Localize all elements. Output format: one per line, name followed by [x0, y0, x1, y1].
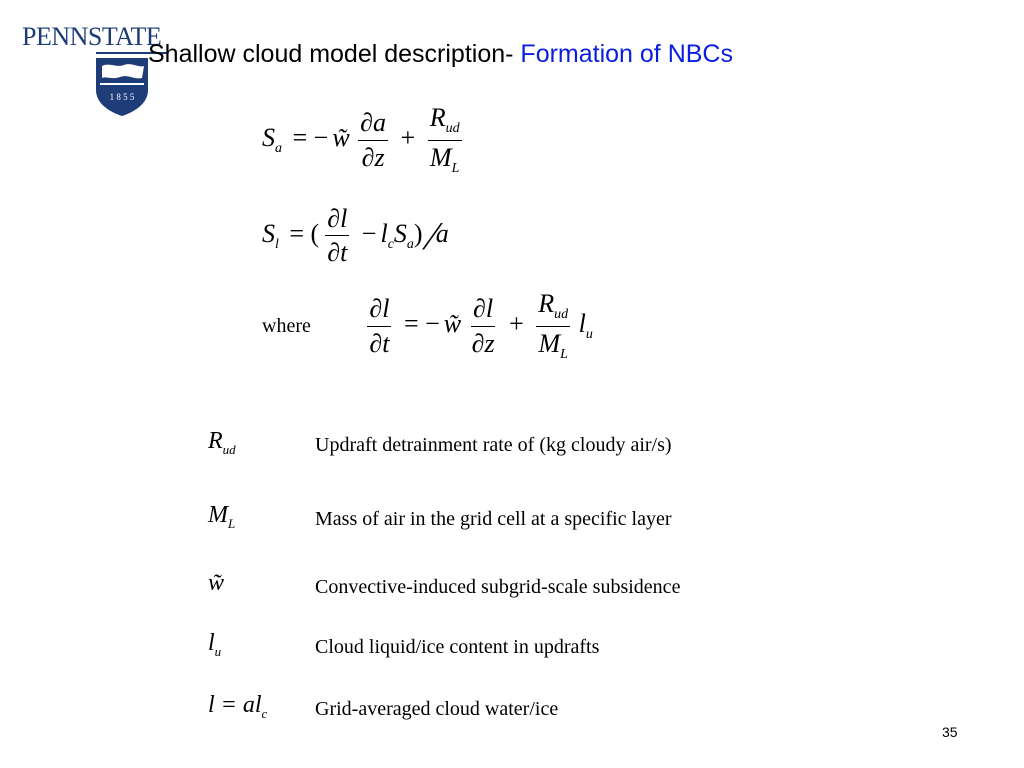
logo-wordmark: PENNSTATE	[22, 22, 162, 51]
definition-text: Grid-averaged cloud water/ice	[315, 698, 559, 720]
definition-row	[208, 502, 808, 546]
definition-row	[208, 630, 808, 674]
fraction-dl-dz: $\frac{\partial l}{\partial z}$	[471, 294, 495, 358]
equation-sl: $S_l$ = ( $\frac{\partial l}{\partial t}$ − $l_cS_a$) ⁄a	[262, 204, 449, 268]
title-main: Shallow cloud model description-	[148, 40, 521, 68]
definition-text: Mass of air in the grid cell at a specific layer	[315, 508, 672, 530]
fraction-dl-dt-2: $\frac{\partial l}{\partial t}$	[369, 294, 390, 358]
definition-symbol: w̃	[208, 570, 225, 596]
definition-text: Cloud liquid/ice content in updrafts	[315, 636, 600, 658]
definition-symbol: $l_u$	[208, 630, 222, 659]
logo-year: 1 8 5 5	[109, 92, 135, 102]
pennstate-logo	[22, 22, 182, 118]
definition-text: Updraft detrainment rate of (kg cloudy air/s)	[315, 434, 672, 456]
fraction-rud-ml-2: $\frac{R_{ud}}{M_L}$	[538, 289, 569, 362]
definition-symbol: $R_{ud}$	[208, 428, 236, 457]
definition-row	[208, 428, 808, 472]
definition-row	[208, 692, 808, 736]
fraction-dl-dt: $\frac{\partial l}{\partial t}$	[327, 204, 348, 268]
definition-symbol: $l = al_c$	[208, 692, 268, 721]
equation-where: where $\frac{\partial l}{\partial t}$ = − w̃ $\frac{\partial l}{\partial z}$ + $\frac{R_{ud}}{M_L}$ $l_u$	[262, 289, 593, 362]
fraction-rud-ml: $\frac{R_{ud}}{M_L}$	[429, 103, 460, 176]
equation-sa: $S_a$ = − w̃ $\frac{\partial a}{\partial z}$ + $\frac{R_{ud}}{M_L}$	[262, 103, 460, 176]
page-number: 35	[942, 724, 958, 740]
shield-icon	[94, 56, 150, 118]
definition-symbol: $M_L$	[208, 502, 236, 531]
title-accent: Formation of NBCs	[520, 40, 733, 68]
definition-row	[208, 570, 808, 614]
slide-title	[148, 40, 733, 69]
fraction-da-dz: $\frac{\partial a}{\partial z}$	[360, 108, 387, 172]
definition-text: Convective-induced subgrid-scale subsidence	[315, 576, 681, 598]
